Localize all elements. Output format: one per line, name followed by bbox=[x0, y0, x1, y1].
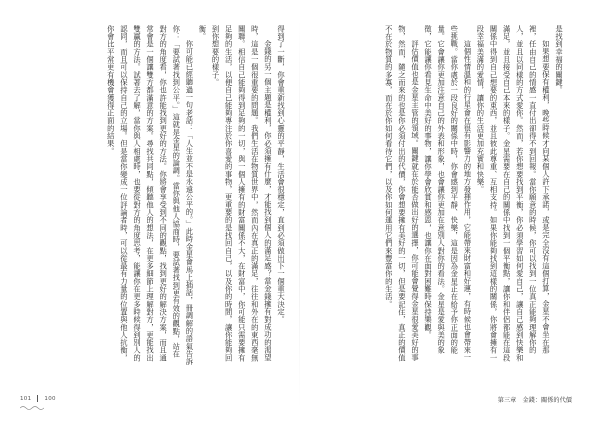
page-number: 101 bbox=[20, 395, 32, 402]
wave-ornament-icon bbox=[20, 405, 44, 411]
paragraph: 評估價值也是金星主管的領域。關鍵就在於能否做出好的選擇，你可能會覺得金星很愛美好的事物，然而，隨之而來的也是你必須付出的代價，你會想要擁有美好的一切，但是要記住，真正的價值不在於物質的多寡，而在於你如何看待它們，以及你如何運用它們來豐富你的生活。 bbox=[384, 25, 420, 362]
page-number-footer bbox=[20, 395, 56, 402]
right-page bbox=[300, 0, 600, 425]
paragraph: 金錢的另一個主題是權利，你必須擁有什麼，才能找到個人的滿足感？當金錢擁有對成功的渴望時，這是一個很重要的問題。我們生活在物質世界中，然而內在真正的滿足，往往和外在的東西毫無關聯。相信自己能夠得到足夠的一切，與一個人擁有的財富關係不大，在財富中，你可能只需要擁有足夠的生活，以便自己能夠專注於你喜愛的事物，更重要的是找回自己，以及你的時間，讓你能夠回到你想要的樣子。 bbox=[211, 25, 273, 362]
left-page-text bbox=[38, 25, 288, 365]
paragraph: 這個性情溫和的行星會在很有影響力的地方發揮作用，它能帶來財富和好運，有時候也會帶來一些挑戰。當你處於一段良好的關係中時，你會感到平靜、快樂，這是因為金星正在給予你正面的能量。它會讓你更加注意自己的外表和形象，也會讓你更加在意別人對你的看法。金星是愛與美的象徵，它能讓你看見生命中美好的事物，讓你學會欣賞和感恩，也讓你在面對困難時保持樂觀。 bbox=[424, 25, 473, 361]
page-number-divider bbox=[37, 395, 38, 402]
paragraph: 衡。 bbox=[198, 25, 208, 41]
chapter-footer: 第三章 金錢：關係的代價 bbox=[497, 397, 572, 404]
paragraph: 你可能已經聽過一句老話：「人生並不是永遠公平的。」此時金星會馬上插話，冊調解的語氣告訴你：「要試著找到公平。」這就是金星的論調。當你與他人協商時，要試著找到更有效的觀點，站在對方的角度看，你也許能找到更好的方法。你將會享受到不同的觀點，找到更好的解決方案，而且通常會是一個讓雙方都滿意的方案。尋找共同點，傾聽他人的想法，在更多細節上理解對方，更能找出雙贏的方法。試著去了解，當你與人相處時，也要從對方的角度思考，能讓你在更多時候得到別人的認同，而且可以保持自己的立場。但是當你變成一位評論者時，可以從最有力量的位置與他人抗衡，你會比平常更有機會獲得正面的結果。 bbox=[106, 25, 195, 365]
right-page-text bbox=[320, 25, 566, 365]
facing-page-number: 100 bbox=[44, 395, 56, 402]
paragraph: 如果想要保有權利，晚些時候才向某個人許下承諾，或是完全沒有這個打算，金星不會坐在那裡，任由自己的情感一直付出卻得不到回報。當你願意的時候，你可以找到一位真正能夠理解你的人，並且以同樣的方式愛你。然而，若你想要找到平衡，你必須學習如何愛自己，讓自己感到快樂和滿足，並且接受自己本來的樣子。金星需要在自己的關係中找到一個平衡點，讓你和伴侶都能在這段關係中得到自己想要的東西，並且彼此尊重、互相支持。如果你能夠找到這樣的關係，你將會擁有一段幸福美滿的愛情，讓你的生活更加充實和快樂。 bbox=[476, 25, 551, 362]
paragraph: 是找到幸福的關鍵。 bbox=[555, 25, 564, 94]
paragraph: 得到了一斷，你會重新找到心靈的平靜，生活會很穩定，直到必須做出下一個重大決定。 bbox=[277, 25, 286, 324]
